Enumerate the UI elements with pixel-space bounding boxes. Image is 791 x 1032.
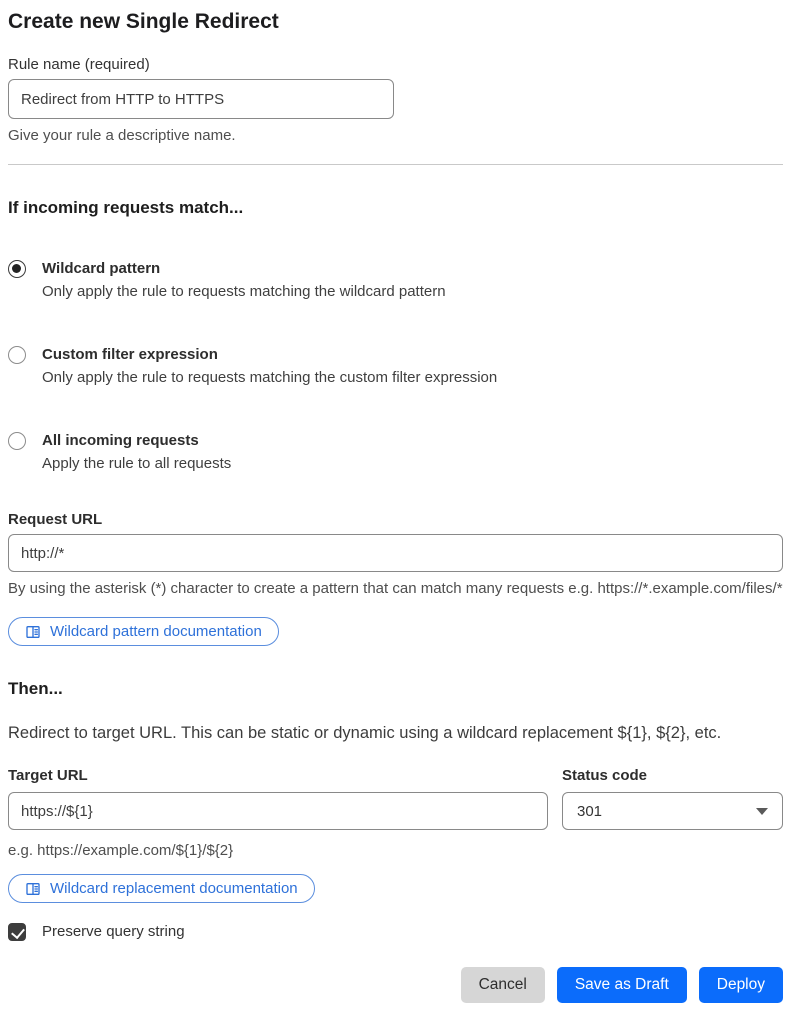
open-book-icon — [25, 624, 41, 640]
target-url-help: e.g. https://example.com/${1}/${2} — [8, 842, 234, 859]
doc-button-label: Wildcard pattern documentation — [50, 623, 262, 640]
radio-option-custom-filter-expression[interactable] — [8, 343, 783, 389]
match-section-heading: If incoming requests match... — [8, 198, 244, 217]
rule-name-help: Give your rule a descriptive name. — [8, 127, 236, 144]
target-url-label: Target URL — [8, 767, 88, 784]
then-section-heading: Then... — [8, 679, 63, 698]
request-url-label: Request URL — [8, 511, 103, 528]
status-code-value: 301 — [577, 802, 603, 820]
request-url-help: By using the asterisk (*) character to create a pattern that can match many requests e.g. https://*.example.com/files/* — [8, 580, 783, 597]
doc-button-label: Wildcard replacement documentation — [50, 880, 298, 897]
then-description: Redirect to target URL. This can be static or dynamic using a wildcard replacement ${1}, ${2}, etc. — [8, 724, 722, 742]
preserve-query-string-label[interactable]: Preserve query string — [42, 923, 185, 940]
radio-description: Only apply the rule to requests matching the custom filter expression — [42, 369, 498, 386]
chevron-down-icon — [756, 808, 768, 815]
deploy-button[interactable]: Deploy — [699, 967, 783, 1003]
page-title: Create new Single Redirect — [8, 10, 279, 33]
radio-description: Only apply the rule to requests matching the wildcard pattern — [42, 283, 446, 300]
rule-name-label: Rule name (required) — [8, 56, 150, 73]
open-book-icon — [25, 881, 41, 897]
cancel-button[interactable]: Cancel — [461, 967, 545, 1003]
footer-actions — [8, 967, 783, 1003]
save-as-draft-button[interactable]: Save as Draft — [557, 967, 687, 1003]
request-url-input[interactable] — [8, 534, 783, 572]
radio-label: Wildcard pattern — [42, 260, 161, 277]
target-url-input[interactable] — [8, 792, 548, 830]
radio-option-all-incoming-requests[interactable] — [8, 429, 783, 475]
divider — [8, 164, 783, 165]
status-code-select[interactable] — [562, 792, 783, 830]
wildcard-replacement-docs-button[interactable] — [8, 874, 315, 903]
radio-description: Apply the rule to all requests — [42, 455, 232, 472]
checkbox-icon[interactable] — [8, 923, 26, 941]
radio-icon[interactable] — [8, 346, 26, 364]
radio-label: All incoming requests — [42, 432, 199, 449]
radio-label: Custom filter expression — [42, 346, 218, 363]
wildcard-pattern-docs-button[interactable] — [8, 617, 279, 646]
radio-option-wildcard-pattern[interactable] — [8, 257, 783, 303]
radio-icon[interactable] — [8, 432, 26, 450]
preserve-query-string-row[interactable] — [8, 921, 783, 943]
radio-icon[interactable] — [8, 260, 26, 278]
rule-name-input[interactable] — [8, 79, 394, 119]
status-code-label: Status code — [562, 767, 648, 784]
